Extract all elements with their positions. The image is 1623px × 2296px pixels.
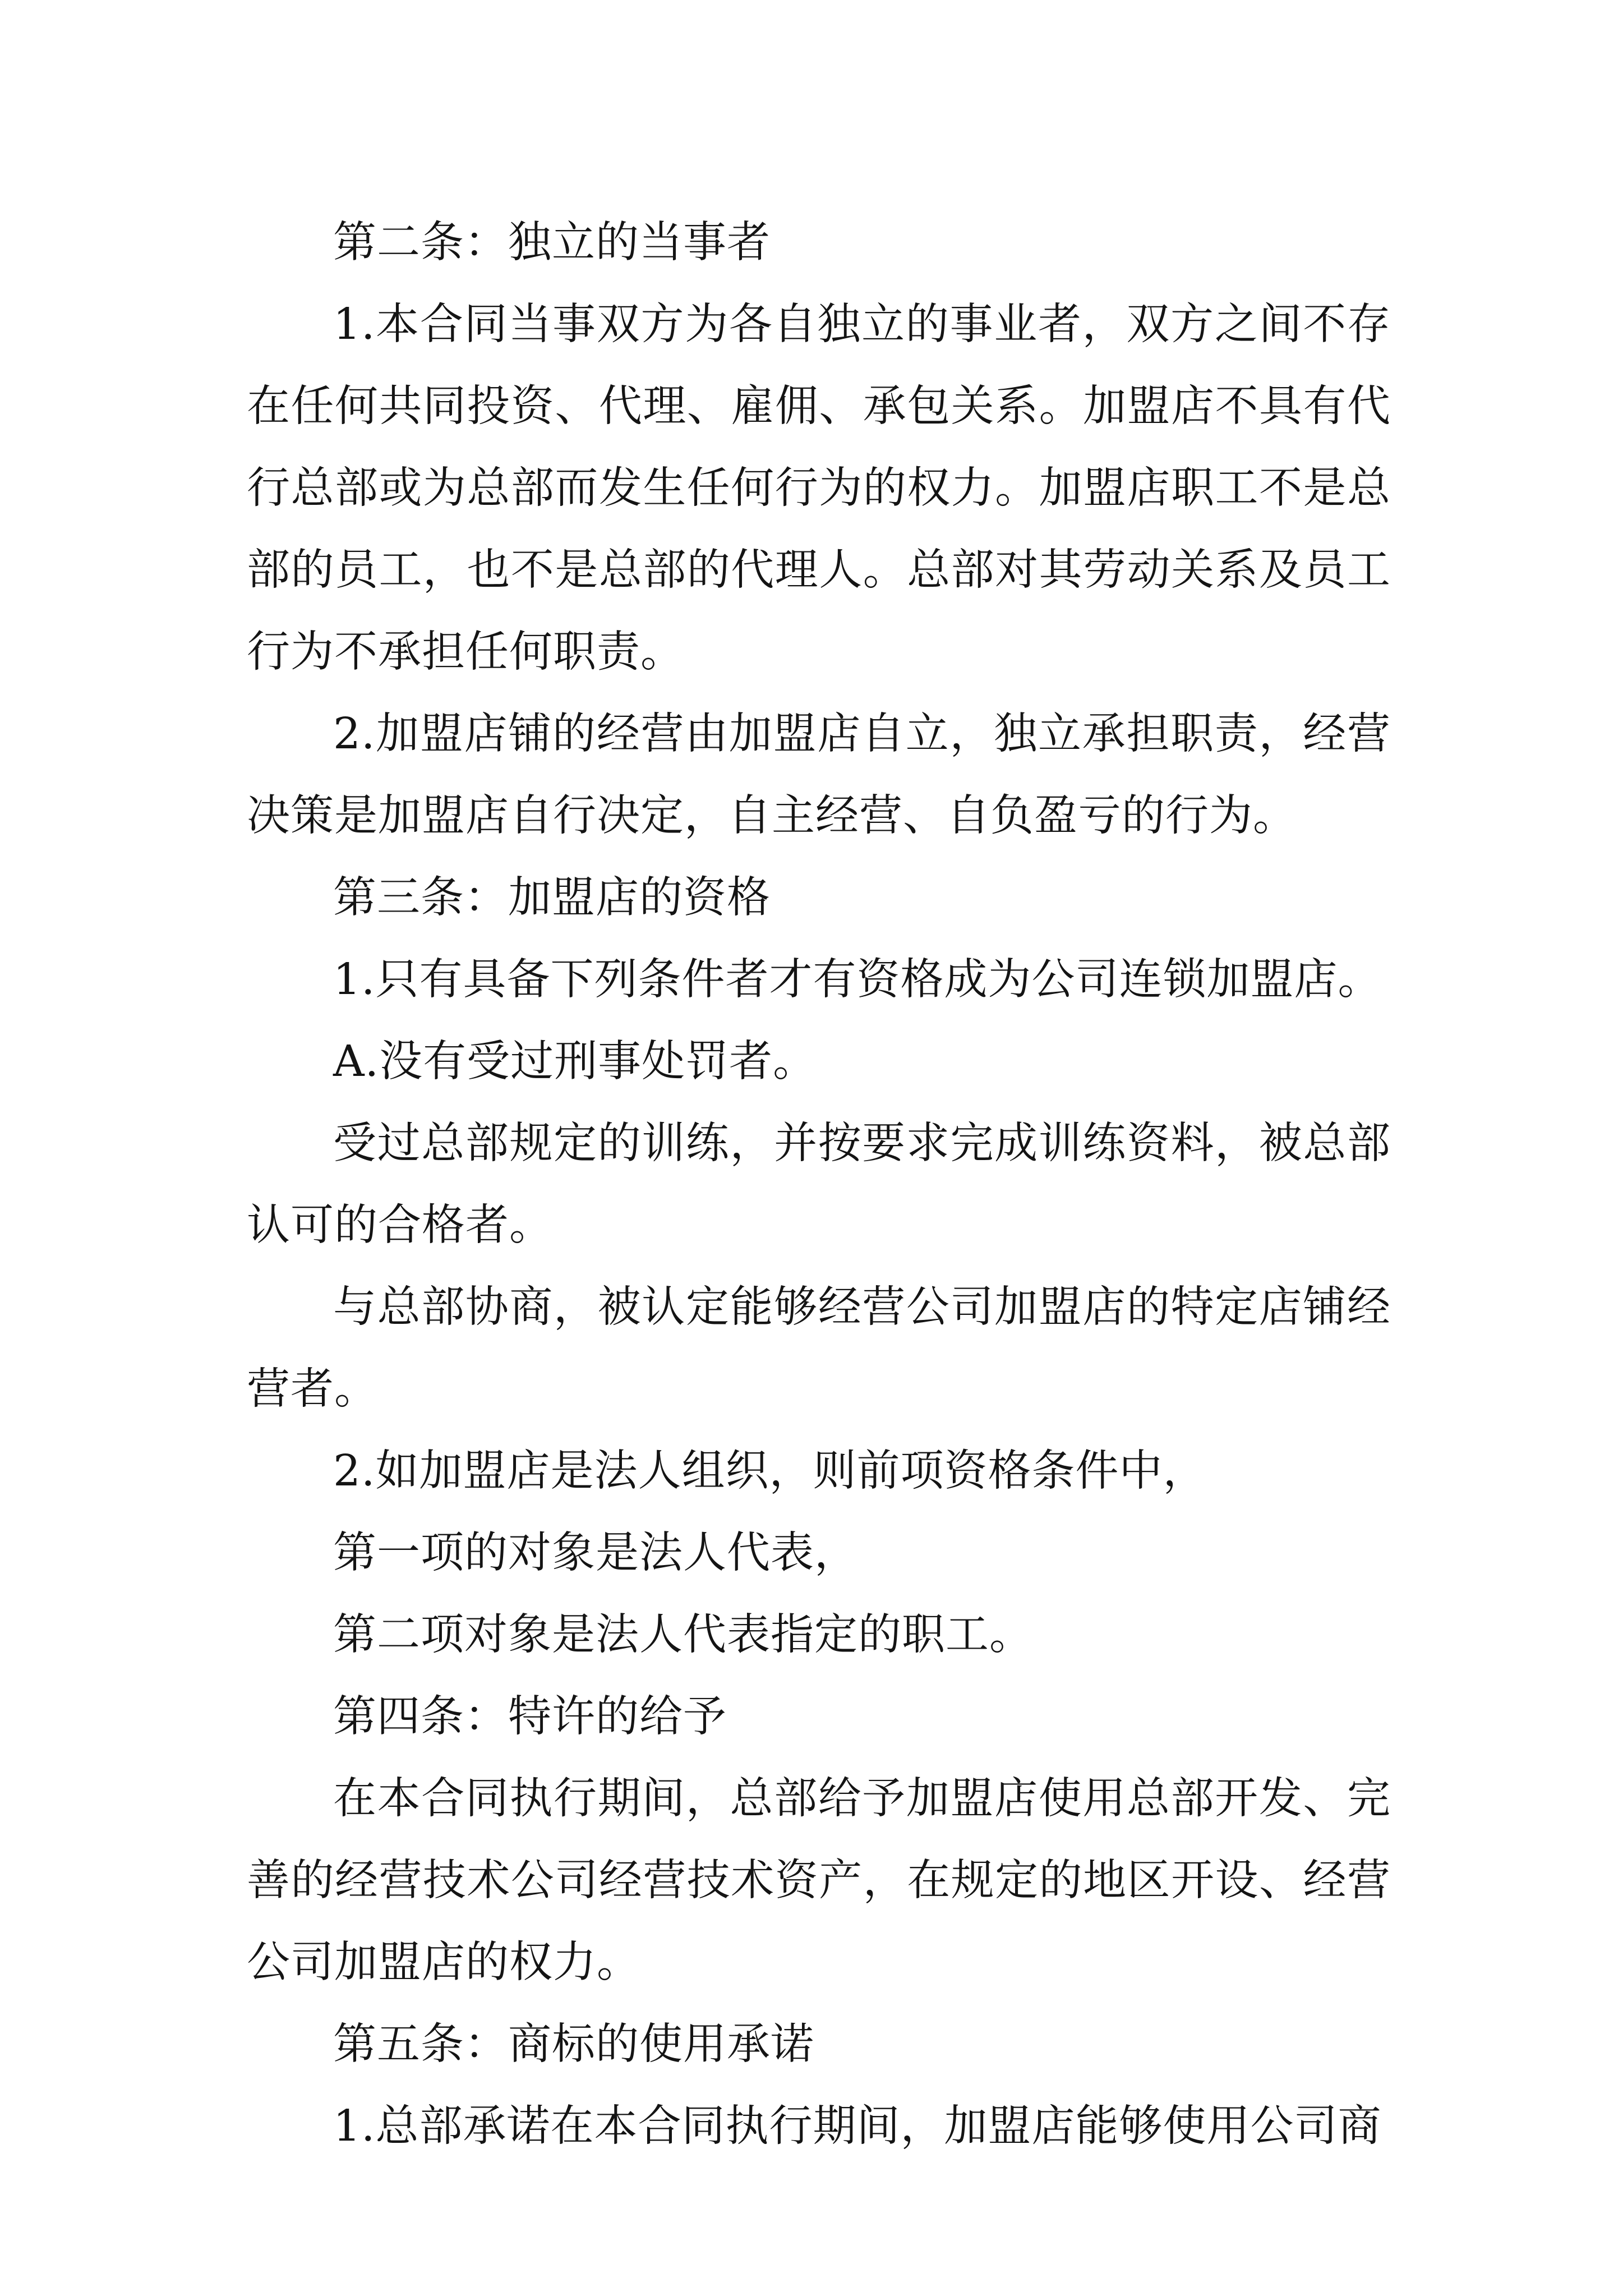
article-4-heading: 第四条：特许的给予 [333, 1692, 727, 1742]
article-5-clause-1: 1.总部承诺在本合同执行期间，加盟店能够使用公司商 [333, 2101, 1382, 2151]
article-3-item-a: A.没有受过刑事处罚者。 [333, 1037, 817, 1087]
article-2-heading: 第二条：独立的当事者 [333, 218, 771, 268]
article-3-clause-2-item-2: 第二项对象是法人代表指定的职工。 [333, 1610, 1033, 1660]
article-3-clause-2-item-1: 第一项的对象是法人代表， [333, 1528, 858, 1578]
article-3-heading: 第三条：加盟店的资格 [333, 873, 771, 923]
article-3-item-c: 与总部协商，被认定能够经营公司加盟店的特定店铺经营者。 [247, 1282, 1391, 1414]
article-2-clause-2: 2.加盟店铺的经营由加盟店自立，独立承担职责，经营决策是加盟店自行决定，自主经营、自负盈亏的行为。 [247, 709, 1391, 841]
article-3-clause-1: 1.只有具备下列条件者才有资格成为公司连锁加盟店。 [333, 955, 1382, 1005]
article-5-heading: 第五条：商标的使用承诺 [333, 2019, 814, 2069]
article-2-clause-1: 1.本合同当事双方为各自独立的事业者，双方之间不存在任何共同投资、代理、雇佣、承包关系。加盟店不具有代行总部或为总部而发生任何行为的权力。加盟店职工不是总部的员工，也不是总部的代理人。总部对其劳动关系及员工行为不承担任何职责。 [247, 300, 1391, 677]
article-3-item-b: 受过总部规定的训练，并按要求完成训练资料，被总部认可的合格者。 [247, 1119, 1391, 1250]
article-3-clause-2: 2.如加盟店是法人组织，则前项资格条件中， [333, 1446, 1207, 1496]
document-body [247, 202, 1391, 2168]
article-4-body: 在本合同执行期间，总部给予加盟店使用总部开发、完善的经营技术公司经营技术资产，在规定的地区开设、经营公司加盟店的权力。 [247, 1774, 1391, 1987]
